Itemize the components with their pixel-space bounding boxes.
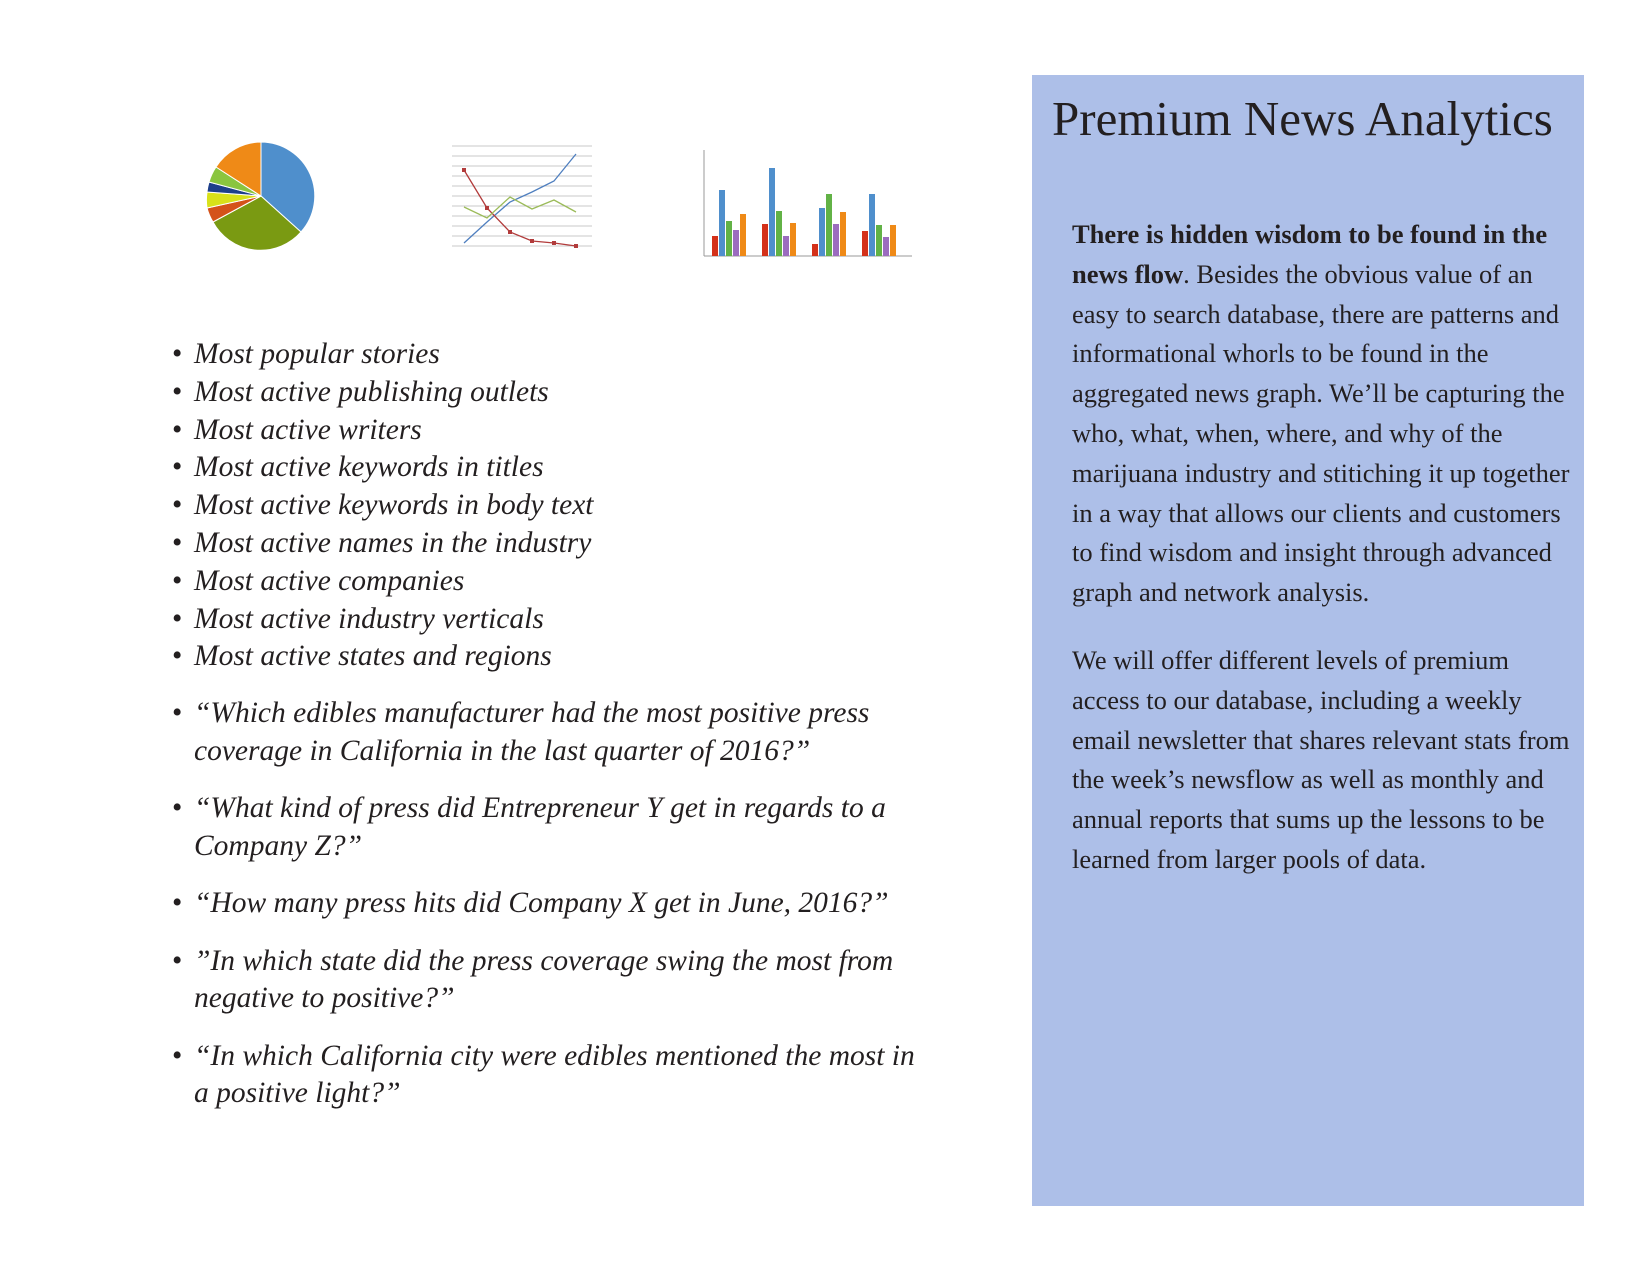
list-item: • Most active keywords in body text	[172, 487, 932, 525]
intro-paragraph	[1072, 215, 1582, 613]
offer-paragraph: We will offer different levels of premium access to our database, including a weekly email newsletter that shares relevant stats from the week’s newsflow as well as monthly and annual reports that sums up the lessons to be learned from larger pools of data.	[1072, 644, 1570, 874]
metrics-list	[172, 336, 932, 676]
question-item: • ”In which state did the press coverage swing the most from negative to positive?”	[172, 943, 932, 1018]
question-item: • “How many press hits did Company X get in June, 2016?”	[172, 885, 932, 923]
panel-body	[1072, 215, 1582, 908]
list-item: • Most active names in the industry	[172, 525, 932, 563]
question-item: • “In which California city were edibles mentioned the most in a positive light?”	[172, 1038, 932, 1113]
panel-title: Premium News Analytics	[1052, 91, 1553, 146]
list-item: • Most active writers	[172, 412, 932, 450]
question-item: • “What kind of press did Entrepreneur Y get in regards to a Company Z?”	[172, 790, 932, 865]
list-item: • Most popular stories	[172, 336, 932, 374]
intro-text: . Besides the obvious value of an easy to search database, there are patterns and informational whorls to be found in the aggregated news graph. We’ll be capturing the who, what, when, where, and why of the marijuana industry and stitiching it up together in a way that allows our clients and customers to find wisdom and insight through advanced graph and network analysis.	[1072, 258, 1570, 608]
intro-bold-text: There is hidden wisdom to be found in the news flow	[1072, 219, 1548, 289]
line-chart-icon	[452, 144, 597, 254]
question-item: • “Which edibles manufacturer had the most positive press coverage in California in the last quarter of 2016?”	[172, 695, 932, 770]
premium-news-panel	[1032, 75, 1584, 1206]
list-item: • Most active publishing outlets	[172, 374, 932, 412]
list-item: • Most active companies	[172, 563, 932, 601]
list-item: • Most active keywords in titles	[172, 449, 932, 487]
pie-chart-icon	[205, 140, 325, 260]
list-item: • Most active industry verticals	[172, 601, 932, 639]
list-item: • Most active states and regions	[172, 638, 932, 676]
bar-chart-icon	[702, 148, 912, 258]
example-questions-list	[172, 695, 932, 1133]
